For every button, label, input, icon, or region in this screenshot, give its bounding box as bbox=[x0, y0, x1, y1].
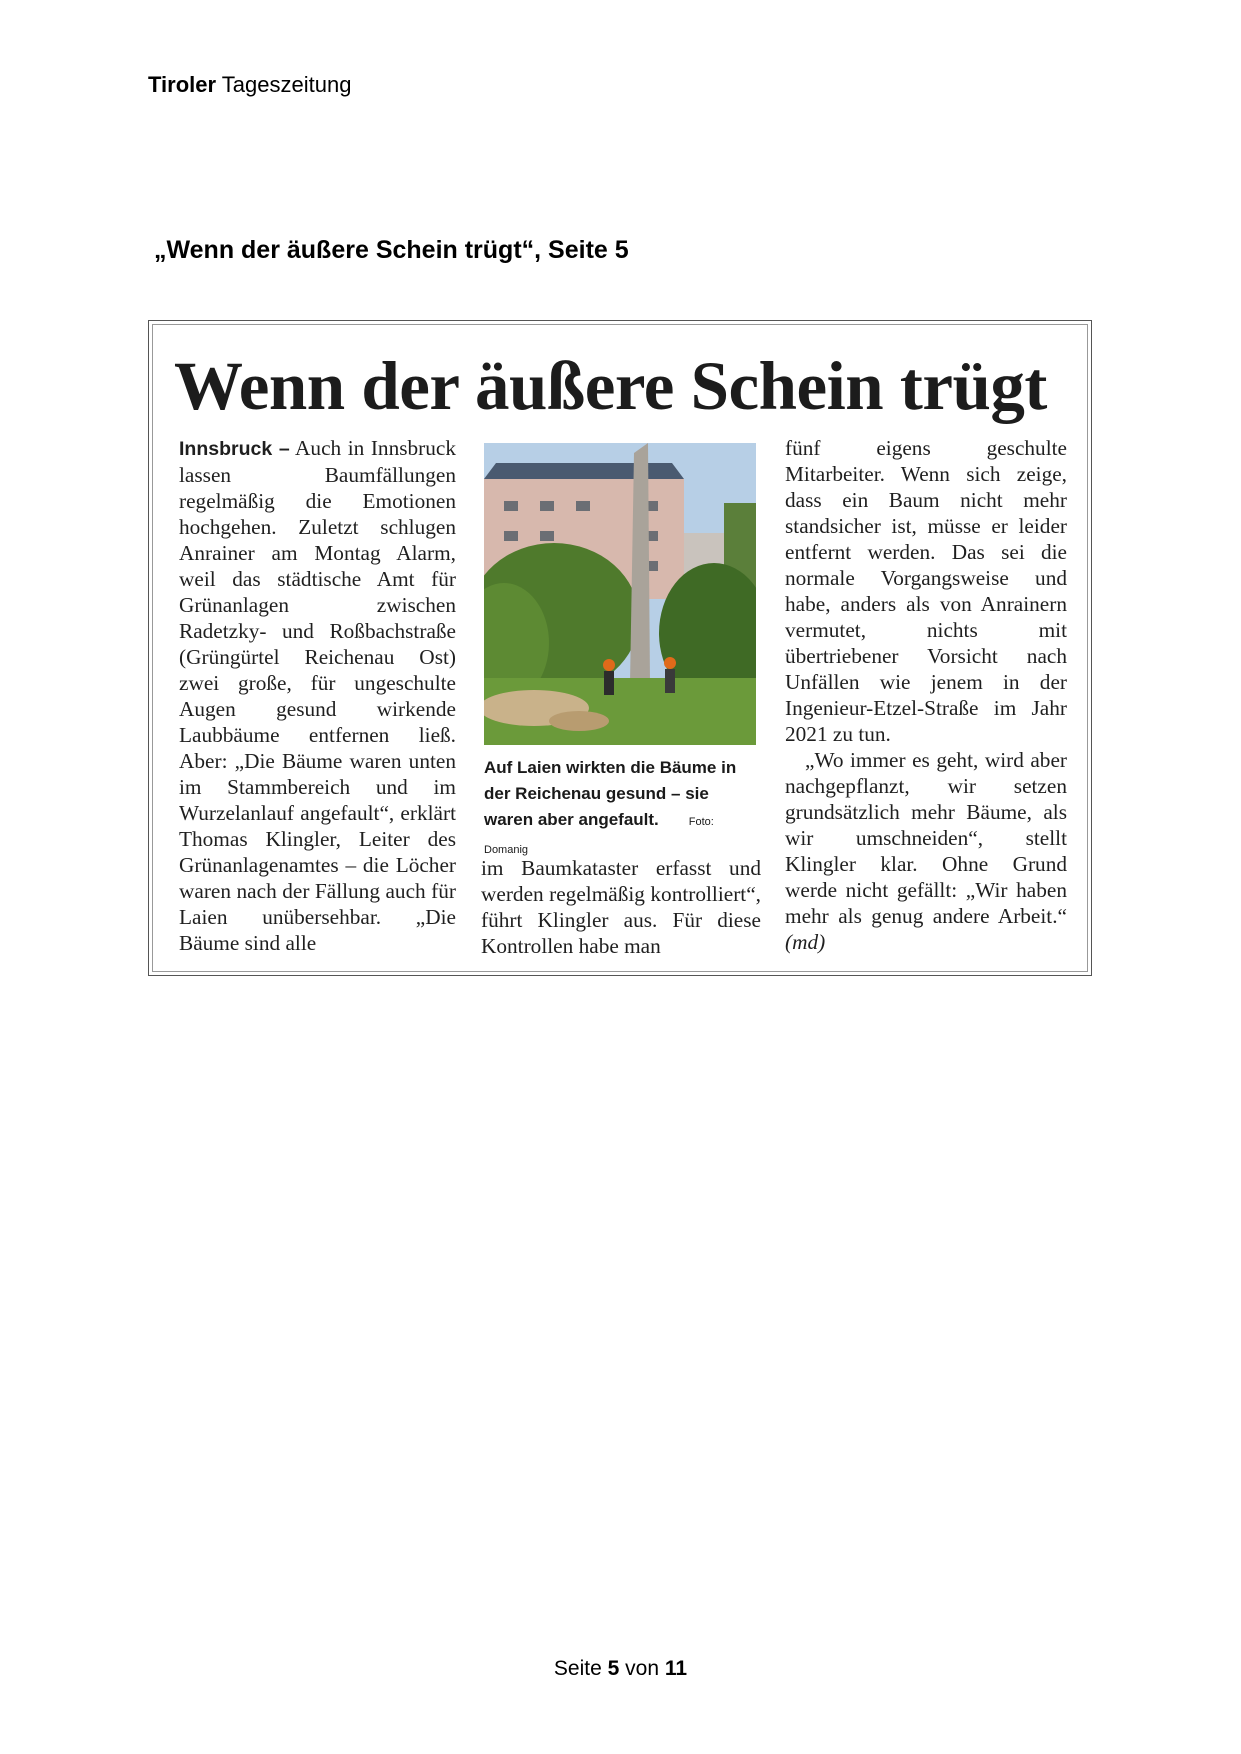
footer-prefix: Seite bbox=[553, 1657, 602, 1680]
column-2-text: im Baumkataster erfasst und werden regelmäßig kontrolliert“, führt Klingler aus. Für diese Kontrollen habe man bbox=[481, 856, 761, 958]
photo-caption bbox=[484, 755, 756, 863]
author-signature: (md) bbox=[785, 930, 826, 954]
photo-trees-and-building bbox=[484, 443, 756, 745]
column-1 bbox=[179, 435, 456, 956]
footer-page-number: 5 bbox=[607, 1657, 620, 1680]
footer-total-pages: 11 bbox=[664, 1657, 688, 1680]
column-3-paragraph-1: fünf eigens geschulte Mitarbeiter. Wenn sich zeige, dass ein Baum nicht mehr standsicher ist, müsse er leider entfernt werden. Das sei die normale Vorgangsweise und habe, anders als von Anrainern vermutet, nichts mit übertriebener Vorsicht nach Unfällen wie jenem in der Ingenieur-Etzel-Straße im Jahr 2021 zu tun. bbox=[785, 436, 1067, 746]
clipping-frame bbox=[152, 324, 1088, 972]
brand-bold: Tiroler bbox=[148, 72, 217, 97]
column-3 bbox=[785, 435, 1067, 955]
brand-regular: Tageszeitung bbox=[221, 72, 352, 97]
column-1-text: Auch in Innsbruck lassen Baumfällungen regelmäßig die Emotionen hochgehen. Zuletzt schlugen Anrainer am Montag Alarm, weil das städtische Amt für Grünanlagen zwischen Radetzky- und Roßbachstraße (Grüngürtel Reichenau Ost) zwei große, für ungeschulte Augen gesund wirkende Laubbäume entfernen ließ. Aber: „Die Bäume waren unten im Stammbereich und im Wurzelanlauf angefault“, erklärt Thomas Klingler, Leiter des Grünanlagenamtes – die Löcher waren nach der Fällung auch für Laien unübersehbar. „Die Bäume sind alle bbox=[179, 436, 456, 955]
photo-credit: Foto: Domanig bbox=[484, 816, 714, 856]
article-photo bbox=[484, 443, 756, 745]
caption-text: Auf Laien wirkten die Bäume in der Reichenau gesund – sie waren aber angefault. bbox=[484, 758, 737, 829]
article-reference: „Wenn der äußere Schein trügt“, Seite 5 bbox=[154, 236, 629, 264]
newspaper-header bbox=[148, 72, 351, 98]
dateline: Innsbruck – bbox=[179, 438, 290, 460]
column-3-paragraph-2: „Wo immer es geht, wird aber nachgepflanzt, wir setzen grundsätzlich mehr Bäume, als wir umschneiden“, stellt Klingler klar. Ohne Grund werde nicht gefällt: „Wir haben mehr als genug andere Arbeit.“ bbox=[785, 748, 1067, 928]
headline: Wenn der äußere Schein trügt bbox=[174, 348, 1047, 424]
column-2 bbox=[481, 855, 761, 959]
page-footer bbox=[0, 1657, 1241, 1681]
footer-mid: von bbox=[625, 1657, 660, 1680]
newspaper-clipping bbox=[148, 320, 1092, 976]
